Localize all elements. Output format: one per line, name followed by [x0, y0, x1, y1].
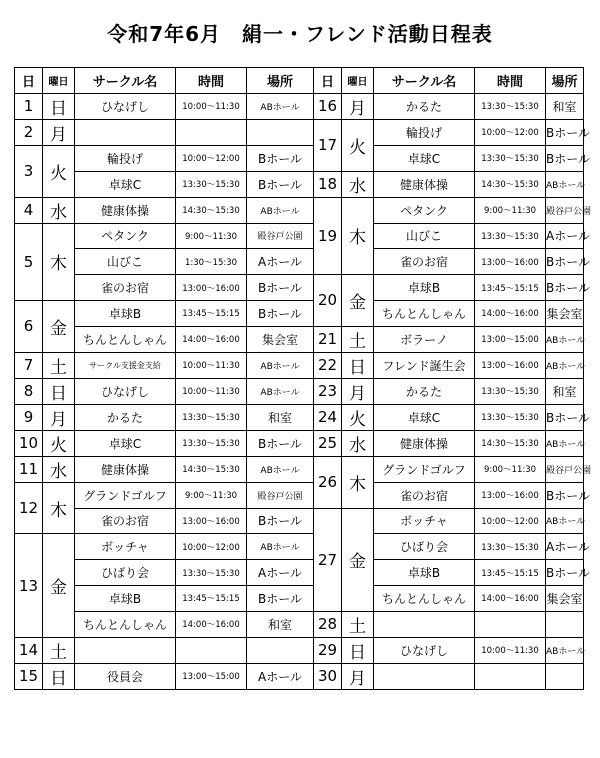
- table-row: [15, 611, 584, 637]
- day-number: 19: [314, 197, 342, 275]
- circle-name: ひなげし: [75, 378, 176, 404]
- weekday: 月: [43, 119, 75, 145]
- day-number: 8: [15, 378, 43, 404]
- day-number: 17: [314, 119, 342, 171]
- page-title: 令和7年6月 絹一・フレンド活動日程表: [107, 22, 493, 46]
- event-place: 殿谷戸公園: [546, 456, 584, 482]
- weekday: 木: [43, 482, 75, 534]
- circle-name: サークル支援金支給: [75, 352, 176, 378]
- weekday: 土: [342, 326, 374, 352]
- day-number: 16: [314, 93, 342, 119]
- col-header-weekday: 曜日: [43, 68, 75, 94]
- day-number: 3: [15, 145, 43, 197]
- table-row: [15, 508, 584, 534]
- event-place: ABホール: [247, 378, 314, 404]
- day-number: 1: [15, 93, 43, 119]
- circle-name: 卓球C: [374, 145, 475, 171]
- col-header-weekday: 曜日: [342, 68, 374, 94]
- event-time: 14:00～16:00: [176, 326, 247, 352]
- weekday: 金: [43, 300, 75, 352]
- table-row: [15, 145, 584, 171]
- weekday: 日: [43, 93, 75, 119]
- event-place: Aホール: [247, 663, 314, 689]
- day-number: 14: [15, 637, 43, 663]
- event-place: ABホール: [546, 508, 584, 534]
- event-place: [247, 119, 314, 145]
- event-time: 10:00～12:00: [176, 534, 247, 560]
- col-header-day: 日: [15, 68, 43, 94]
- table-row: [15, 275, 584, 301]
- weekday: 月: [342, 378, 374, 404]
- table-row: [15, 197, 584, 223]
- table-row: [15, 456, 584, 482]
- col-header-time: 時間: [176, 68, 247, 94]
- circle-name: [75, 637, 176, 663]
- circle-name: 雀のお宿: [75, 275, 176, 301]
- event-time: 13:45～15:15: [176, 585, 247, 611]
- event-time: 10:00～12:00: [475, 119, 546, 145]
- table-row: [15, 171, 584, 197]
- event-place: Bホール: [247, 508, 314, 534]
- event-place: 和室: [546, 93, 584, 119]
- col-header-day: 日: [314, 68, 342, 94]
- table-row: [15, 430, 584, 456]
- event-time: 14:00～16:00: [475, 300, 546, 326]
- circle-name: かるた: [75, 404, 176, 430]
- event-place: ABホール: [546, 326, 584, 352]
- event-place: Aホール: [247, 249, 314, 275]
- circle-name: グランドゴルフ: [75, 482, 176, 508]
- event-place: Bホール: [247, 275, 314, 301]
- col-header-circle: サークル名: [374, 68, 475, 94]
- weekday: 金: [43, 534, 75, 637]
- circle-name: 雀のお宿: [374, 482, 475, 508]
- circle-name: ひなげし: [75, 93, 176, 119]
- event-time: 10:00～12:00: [475, 508, 546, 534]
- event-place: ABホール: [546, 352, 584, 378]
- event-time: 13:30～15:30: [475, 534, 546, 560]
- weekday: 火: [342, 119, 374, 171]
- day-number: 29: [314, 637, 342, 663]
- circle-name: 輪投げ: [75, 145, 176, 171]
- weekday: 土: [43, 637, 75, 663]
- circle-name: かるた: [374, 378, 475, 404]
- event-time: 14:30～15:30: [176, 197, 247, 223]
- event-place: Bホール: [546, 275, 584, 301]
- circle-name: 山びこ: [374, 223, 475, 249]
- event-time: [176, 637, 247, 663]
- event-place: 和室: [247, 611, 314, 637]
- day-number: 18: [314, 171, 342, 197]
- event-time: 13:00～16:00: [475, 482, 546, 508]
- weekday: 日: [342, 637, 374, 663]
- table-row: [15, 404, 584, 430]
- table-row: [15, 352, 584, 378]
- day-number: 30: [314, 663, 342, 689]
- table-row: [15, 249, 584, 275]
- event-place: [546, 663, 584, 689]
- event-time: 13:30～15:30: [176, 560, 247, 586]
- event-time: 10:00～12:00: [176, 145, 247, 171]
- weekday: 水: [43, 456, 75, 482]
- circle-name: 健康体操: [75, 197, 176, 223]
- day-number: 26: [314, 456, 342, 508]
- event-place: ABホール: [546, 171, 584, 197]
- day-number: 23: [314, 378, 342, 404]
- event-time: 13:30～15:30: [176, 171, 247, 197]
- weekday: 金: [342, 275, 374, 327]
- event-place: Bホール: [546, 560, 584, 586]
- event-place: ABホール: [247, 456, 314, 482]
- weekday: 火: [43, 430, 75, 456]
- event-time: 13:30～15:30: [475, 93, 546, 119]
- event-time: 14:00～16:00: [475, 585, 546, 611]
- circle-name: 健康体操: [374, 430, 475, 456]
- event-time: 13:00～16:00: [475, 249, 546, 275]
- table-row: [15, 663, 584, 689]
- circle-name: ペタンク: [374, 197, 475, 223]
- circle-name: ボラーノ: [374, 326, 475, 352]
- event-place: ABホール: [247, 197, 314, 223]
- table-row: [15, 378, 584, 404]
- weekday: 木: [342, 197, 374, 275]
- event-time: [176, 119, 247, 145]
- circle-name: 卓球B: [374, 560, 475, 586]
- circle-name: かるた: [374, 93, 475, 119]
- day-number: 5: [15, 223, 43, 300]
- event-place: Bホール: [546, 145, 584, 171]
- day-number: 15: [15, 663, 43, 689]
- event-place: ABホール: [546, 430, 584, 456]
- circle-name: 健康体操: [374, 171, 475, 197]
- weekday: 水: [342, 171, 374, 197]
- col-header-time: 時間: [475, 68, 546, 94]
- weekday: 月: [342, 663, 374, 689]
- header-row: [15, 68, 584, 94]
- event-time: 10:00～11:30: [475, 637, 546, 663]
- day-number: 9: [15, 404, 43, 430]
- day-number: 6: [15, 300, 43, 352]
- col-header-place: 場所: [247, 68, 314, 94]
- circle-name: [374, 663, 475, 689]
- event-time: 14:30～15:30: [176, 456, 247, 482]
- event-time: 13:45～15:15: [176, 300, 247, 326]
- event-place: Aホール: [546, 223, 584, 249]
- weekday: 土: [342, 611, 374, 637]
- circle-name: フレンド誕生会: [374, 352, 475, 378]
- circle-name: 卓球C: [374, 404, 475, 430]
- event-time: [475, 663, 546, 689]
- col-header-place: 場所: [546, 68, 584, 94]
- day-number: 13: [15, 534, 43, 637]
- weekday: 月: [43, 404, 75, 430]
- event-time: 13:00～15:00: [475, 326, 546, 352]
- day-number: 28: [314, 611, 342, 637]
- circle-name: 雀のお宿: [374, 249, 475, 275]
- schedule-table: [14, 67, 592, 690]
- event-place: 集会室: [546, 300, 584, 326]
- weekday: 日: [342, 352, 374, 378]
- day-number: 27: [314, 508, 342, 611]
- event-place: 殿谷戸公園: [247, 482, 314, 508]
- day-number: 22: [314, 352, 342, 378]
- event-place: 集会室: [247, 326, 314, 352]
- event-place: Bホール: [546, 119, 584, 145]
- event-place: 殿谷戸公園: [546, 197, 584, 223]
- event-place: 集会室: [546, 585, 584, 611]
- col-header-circle: サークル名: [75, 68, 176, 94]
- circle-name: ひなげし: [374, 637, 475, 663]
- event-time: 13:30～15:30: [475, 378, 546, 404]
- event-time: 9:00～11:30: [475, 197, 546, 223]
- weekday: 木: [342, 456, 374, 508]
- event-place: Bホール: [546, 482, 584, 508]
- circle-name: ボッチャ: [374, 508, 475, 534]
- weekday: 火: [43, 145, 75, 197]
- day-number: 20: [314, 275, 342, 327]
- event-place: ABホール: [247, 93, 314, 119]
- event-time: 13:00～15:00: [176, 663, 247, 689]
- event-place: ABホール: [247, 352, 314, 378]
- weekday: 日: [43, 378, 75, 404]
- weekday: 金: [342, 508, 374, 611]
- event-place: ABホール: [247, 534, 314, 560]
- event-place: [546, 611, 584, 637]
- circle-name: 雀のお宿: [75, 508, 176, 534]
- table-row: [15, 93, 584, 119]
- event-place: Bホール: [247, 430, 314, 456]
- table-row: [15, 560, 584, 586]
- circle-name: 役員会: [75, 663, 176, 689]
- circle-name: ちんとんしゃん: [374, 300, 475, 326]
- schedule-body: [15, 93, 592, 689]
- event-place: Bホール: [546, 249, 584, 275]
- day-number: 25: [314, 430, 342, 456]
- event-time: 13:00～16:00: [176, 508, 247, 534]
- event-time: 13:30～15:30: [475, 404, 546, 430]
- event-time: 14:00～16:00: [176, 611, 247, 637]
- circle-name: [75, 119, 176, 145]
- day-number: 12: [15, 482, 43, 534]
- circle-name: ひばり会: [374, 534, 475, 560]
- table-row: [15, 534, 584, 560]
- circle-name: 卓球B: [374, 275, 475, 301]
- event-time: 13:30～15:30: [176, 430, 247, 456]
- event-time: 13:30～15:30: [475, 223, 546, 249]
- event-time: 10:00～11:30: [176, 93, 247, 119]
- circle-name: ちんとんしゃん: [75, 611, 176, 637]
- circle-name: ちんとんしゃん: [75, 326, 176, 352]
- event-place: ABホール: [546, 637, 584, 663]
- event-place: 和室: [247, 404, 314, 430]
- circle-name: 卓球C: [75, 171, 176, 197]
- event-time: 14:30～15:30: [475, 171, 546, 197]
- weekday: 月: [342, 93, 374, 119]
- event-time: 14:30～15:30: [475, 430, 546, 456]
- table-row: [15, 119, 584, 145]
- table-row: [15, 326, 584, 352]
- event-place: Aホール: [247, 560, 314, 586]
- circle-name: 卓球B: [75, 300, 176, 326]
- event-time: 1:30～15:30: [176, 249, 247, 275]
- event-time: 10:00～11:30: [176, 378, 247, 404]
- table-row: [15, 585, 584, 611]
- weekday: 日: [43, 663, 75, 689]
- day-number: 24: [314, 404, 342, 430]
- event-place: 和室: [546, 378, 584, 404]
- circle-name: 山びこ: [75, 249, 176, 275]
- event-time: 9:00～11:30: [475, 456, 546, 482]
- day-number: 21: [314, 326, 342, 352]
- event-time: 13:00～16:00: [475, 352, 546, 378]
- day-number: 2: [15, 119, 43, 145]
- day-number: 11: [15, 456, 43, 482]
- day-number: 7: [15, 352, 43, 378]
- event-time: [475, 611, 546, 637]
- table-row: [15, 637, 584, 663]
- event-time: 9:00～11:30: [176, 223, 247, 249]
- circle-name: 輪投げ: [374, 119, 475, 145]
- circle-name: [374, 611, 475, 637]
- weekday: 木: [43, 223, 75, 300]
- event-time: 10:00～11:30: [176, 352, 247, 378]
- event-time: 13:30～15:30: [176, 404, 247, 430]
- event-place: Bホール: [247, 585, 314, 611]
- circle-name: ちんとんしゃん: [374, 585, 475, 611]
- event-place: Bホール: [247, 145, 314, 171]
- table-row: [15, 223, 584, 249]
- event-time: 13:45～15:15: [475, 275, 546, 301]
- event-place: [247, 637, 314, 663]
- circle-name: グランドゴルフ: [374, 456, 475, 482]
- weekday: 水: [342, 430, 374, 456]
- circle-name: 健康体操: [75, 456, 176, 482]
- circle-name: ひばり会: [75, 560, 176, 586]
- day-number: 10: [15, 430, 43, 456]
- event-time: 13:45～15:15: [475, 560, 546, 586]
- event-time: 13:00～16:00: [176, 275, 247, 301]
- weekday: 火: [342, 404, 374, 430]
- circle-name: 卓球C: [75, 430, 176, 456]
- weekday: 水: [43, 197, 75, 223]
- table-row: [15, 482, 584, 508]
- table-row: [15, 300, 584, 326]
- circle-name: ペタンク: [75, 223, 176, 249]
- event-time: 13:30～15:30: [475, 145, 546, 171]
- weekday: 土: [43, 352, 75, 378]
- event-place: 殿谷戸公園: [247, 223, 314, 249]
- day-number: 4: [15, 197, 43, 223]
- event-place: Bホール: [546, 404, 584, 430]
- event-place: Aホール: [546, 534, 584, 560]
- event-place: Bホール: [247, 171, 314, 197]
- event-place: Bホール: [247, 300, 314, 326]
- event-time: 9:00～11:30: [176, 482, 247, 508]
- circle-name: ボッチャ: [75, 534, 176, 560]
- circle-name: 卓球B: [75, 585, 176, 611]
